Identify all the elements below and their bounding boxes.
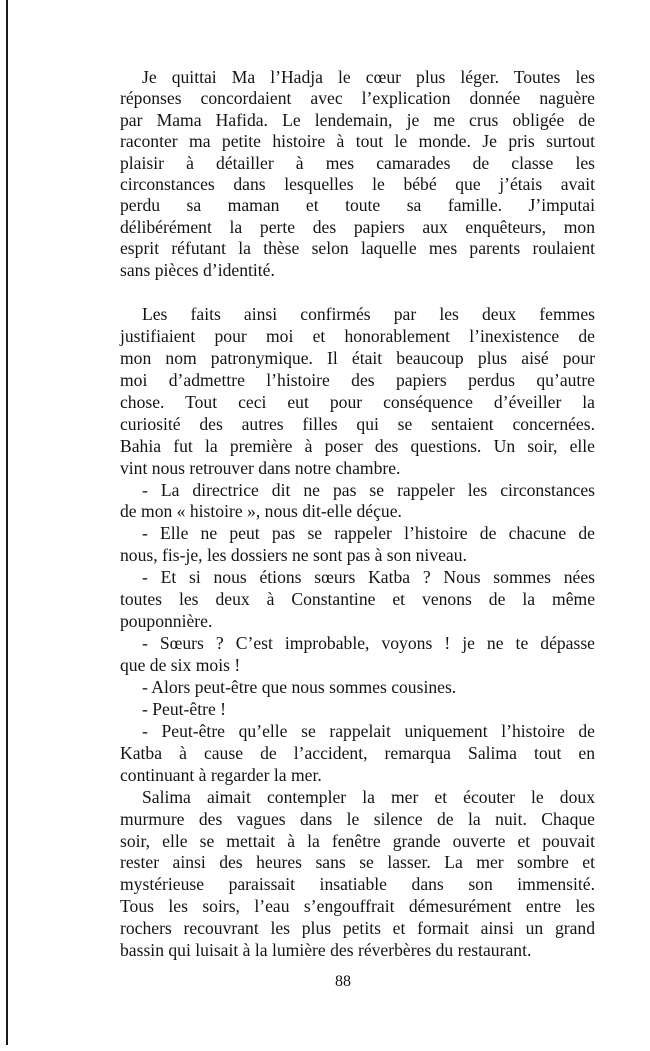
text-line: bassin qui luisait à la lumière des réverbères du restaurant. [120, 940, 532, 961]
text-line: mon nom patronymique. Il était beaucoup plus aisé pour [120, 347, 595, 368]
paragraph [120, 633, 595, 677]
text-line: nous, fis-je, les dossiers ne sont pas à son niveau. [120, 545, 467, 566]
paragraph [120, 304, 595, 480]
paragraph [120, 480, 595, 524]
text-block-2 [120, 304, 595, 962]
text-line: plaisir à détailler à mes camarades de classe les [120, 152, 595, 173]
text-line: esprit réfutant la thèse selon laquelle mes parents roulaient [120, 238, 595, 259]
paragraph [120, 787, 595, 963]
text-line: Salima aimait contempler la mer et écouter le doux [142, 786, 595, 807]
text-block-1 [120, 67, 595, 281]
text-line: toutes les deux à Constantine et venons de la même [120, 589, 595, 610]
text-line: justifiaient pour moi et honorablement l’inexistence de [120, 325, 595, 346]
text-line: rester ainsi des heures sans se lasser. La mer sombre et [120, 852, 595, 873]
text-line: - Elle ne peut pas se rappeler l’histoire de chacune de [142, 523, 595, 544]
text-line: - La directrice dit ne pas se rappeler les circonstances [142, 479, 595, 500]
text-line: continuant à regarder la mer. [120, 764, 322, 785]
text-line: curiosité des autres filles qui se sentaient concernées. [120, 413, 595, 434]
text-line: moi d’admettre l’histoire des papiers perdus qu’autre [120, 369, 595, 390]
text-line: réponses concordaient avec l’explication donnée naguère [120, 88, 595, 109]
text-line: rochers recouvrant les plus petits et formait ainsi un grand [120, 918, 595, 939]
text-line: murmure des vagues dans le silence de la nuit. Chaque [120, 808, 595, 829]
text-line: Bahia fut la première à poser des questions. Un soir, elle [120, 435, 595, 456]
paragraph [120, 567, 595, 633]
text-line: Katba à cause de l’accident, remarqua Salima tout en [120, 742, 595, 763]
paragraph [120, 721, 595, 787]
paragraph [120, 677, 595, 699]
text-line: pouponnière. [120, 611, 213, 632]
text-line: de mon « histoire », nous dit-elle déçue. [120, 501, 402, 522]
text-line: soir, elle se mettait à la fenêtre grande ouverte et pouvait [120, 830, 595, 851]
text-line: - Alors peut-être que nous sommes cousines. [142, 676, 457, 697]
text-line: sans pièces d’identité. [120, 259, 275, 280]
page-number: 88 [335, 973, 351, 990]
text-line: circonstances dans lesquelles le bébé que j’étais avait [120, 173, 595, 194]
text-line: vint nous retrouver dans notre chambre. [120, 457, 401, 478]
text-line: que de six mois ! [120, 655, 241, 675]
text-line: Tous les soirs, l’eau s’engouffrait démesurément entre les [120, 896, 595, 917]
text-line: par Mama Hafida. Le lendemain, je me crus obligée de [120, 109, 595, 130]
paragraph [120, 699, 595, 721]
text-line: Je quittai Ma l’Hadja le cœur plus léger. Toutes les [142, 67, 595, 87]
text-line: mystérieuse paraissait insatiable dans son immensité. [120, 874, 595, 895]
text-line: - Peut-être ! [142, 698, 227, 719]
text-line: perdu sa maman et toute sa famille. J’imputai [120, 195, 595, 216]
text-line: chose. Tout ceci eut pour conséquence d’éveiller la [120, 391, 595, 412]
text-line: - Sœurs ? C’est improbable, voyons ! je ne te dépasse [142, 633, 595, 654]
text-line: - Peut-être qu’elle se rappelait uniquement l’histoire de [142, 720, 595, 741]
text-line: Les faits ainsi confirmés par les deux femmes [142, 304, 595, 324]
text-line: raconter ma petite histoire à tout le monde. Je pris surtout [120, 131, 595, 152]
paragraph [120, 523, 595, 567]
scan-edge-line [6, 0, 8, 1045]
paragraph [120, 67, 595, 281]
text-line: délibérément la perte des papiers aux enquêteurs, mon [120, 216, 595, 237]
text-line: - Et si nous étions sœurs Katba ? Nous sommes nées [142, 567, 595, 588]
